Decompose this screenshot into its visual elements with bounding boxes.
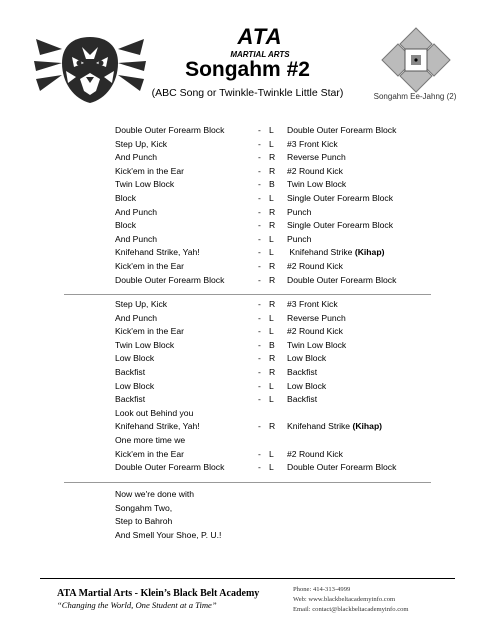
technique-name: #3 Front Kick bbox=[287, 138, 338, 149]
lyric-text: And Punch bbox=[115, 152, 158, 163]
verse-line: Now we're done with bbox=[115, 489, 195, 499]
technique-name: #2 Round Kick bbox=[287, 326, 343, 337]
row-dash: - bbox=[258, 274, 261, 285]
lyric-text: Double Outer Forearm Block bbox=[115, 462, 225, 473]
direction-letter: R bbox=[269, 353, 276, 364]
section-divider bbox=[64, 482, 431, 483]
direction-letter: R bbox=[269, 152, 276, 163]
songahm-symbol-icon bbox=[376, 26, 456, 94]
lyric-text: Kick'em in the Ear bbox=[115, 448, 184, 459]
technique-text bbox=[287, 151, 346, 164]
row-dash: - bbox=[258, 233, 261, 244]
direction-letter: L bbox=[269, 394, 274, 405]
technique-text bbox=[287, 339, 346, 352]
technique-name: Punch bbox=[287, 233, 312, 244]
lyric-text: Low Block bbox=[115, 353, 155, 364]
footer-academy-name: ATA Martial Arts - Klein’s Black Belt Academy bbox=[57, 588, 260, 599]
technique-text bbox=[287, 124, 396, 137]
technique-text bbox=[287, 352, 326, 365]
direction-letter: R bbox=[269, 165, 276, 176]
lyric-text: Backfist bbox=[115, 394, 146, 405]
lyric-text: Twin Low Block bbox=[115, 339, 175, 350]
technique-text bbox=[287, 393, 317, 406]
technique-name: #3 Front Kick bbox=[287, 299, 338, 309]
direction-letter: L bbox=[269, 326, 274, 337]
verse-line: And Smell Your Shoe, P. U.! bbox=[115, 530, 222, 541]
technique-name: Single Outer Forearm Block bbox=[287, 220, 394, 231]
technique-text bbox=[287, 298, 338, 311]
technique-name: Twin Low Block bbox=[287, 179, 347, 190]
technique-name: Knifehand Strike bbox=[287, 421, 353, 432]
technique-text bbox=[287, 138, 338, 151]
row-dash: - bbox=[258, 261, 261, 271]
technique-name: Double Outer Forearm Block bbox=[287, 274, 397, 285]
row-dash: - bbox=[258, 448, 261, 459]
technique-text bbox=[287, 219, 393, 232]
lyric-text: Kick'em in the Ear bbox=[115, 165, 184, 176]
footer-divider bbox=[40, 578, 455, 579]
row-dash: - bbox=[258, 353, 261, 364]
technique-name: Reverse Punch bbox=[287, 152, 346, 163]
lyric-text: Twin Low Block bbox=[115, 179, 175, 190]
technique-text bbox=[287, 260, 343, 273]
technique-name: Twin Low Block bbox=[287, 339, 347, 350]
footer-email: Email: contact@blackbeltacademyinfo.com bbox=[293, 606, 409, 613]
technique-text bbox=[287, 312, 346, 325]
lyric-text: One more time we bbox=[115, 435, 186, 445]
page-subtitle: (ABC Song or Twinkle-Twinkle Little Star) bbox=[151, 87, 344, 99]
technique-text bbox=[287, 206, 311, 219]
direction-letter: R bbox=[269, 299, 276, 309]
technique-name: #2 Round Kick bbox=[287, 448, 343, 459]
lyric-text: And Punch bbox=[115, 206, 158, 217]
technique-name: Reverse Punch bbox=[287, 312, 346, 323]
row-dash: - bbox=[258, 138, 261, 149]
lyric-text: Knifehand Strike, Yah! bbox=[115, 247, 200, 258]
direction-letter: L bbox=[269, 247, 274, 258]
technique-text bbox=[287, 178, 346, 191]
ata-logo-text: ATA bbox=[237, 24, 283, 49]
direction-letter: L bbox=[269, 380, 274, 391]
kihap-label: (Kihap) bbox=[352, 421, 383, 432]
direction-letter: R bbox=[269, 220, 276, 231]
verse-line: Step to Bahroh bbox=[115, 516, 173, 527]
lyric-text: Low Block bbox=[115, 380, 155, 391]
direction-letter: L bbox=[269, 193, 274, 203]
technique-text bbox=[287, 233, 311, 246]
row-dash: - bbox=[258, 220, 261, 231]
row-dash: - bbox=[258, 394, 261, 405]
row-dash: - bbox=[258, 299, 261, 309]
kihap-label: (Kihap) bbox=[354, 247, 385, 258]
lyric-text: Double Outer Forearm Block bbox=[115, 274, 225, 285]
lyric-text: Kick'em in the Ear bbox=[115, 326, 184, 337]
row-dash: - bbox=[258, 421, 261, 432]
technique-text bbox=[287, 325, 343, 338]
technique-name: #2 Round Kick bbox=[287, 261, 343, 271]
direction-letter: L bbox=[269, 233, 274, 244]
direction-letter: R bbox=[269, 261, 276, 271]
lyric-text: Step Up, Kick bbox=[115, 138, 168, 149]
technique-name: Punch bbox=[287, 206, 312, 217]
row-dash: - bbox=[258, 367, 261, 377]
row-dash: - bbox=[258, 312, 261, 323]
verse-line: Songahm Two, bbox=[115, 502, 173, 513]
technique-text bbox=[287, 165, 343, 178]
lyric-text: And Punch bbox=[115, 233, 158, 244]
lyric-text: Kick'em in the Ear bbox=[115, 261, 184, 271]
row-dash: - bbox=[258, 326, 261, 337]
footer-contact bbox=[293, 585, 409, 615]
row-dash: - bbox=[258, 179, 261, 190]
symbol-caption: Songahm Ee-Jahng (2) bbox=[373, 92, 457, 101]
closing-verse bbox=[115, 488, 221, 543]
technique-name: Backfist bbox=[287, 394, 318, 405]
row-dash: - bbox=[258, 462, 261, 473]
row-dash: - bbox=[258, 247, 261, 258]
page-title: Songahm #2 bbox=[185, 58, 310, 81]
technique-name: #2 Round Kick bbox=[287, 165, 343, 176]
technique-name: Knifehand Strike bbox=[287, 247, 355, 258]
technique-name: Low Block bbox=[287, 380, 327, 391]
direction-letter: R bbox=[269, 206, 276, 217]
row-dash: - bbox=[258, 380, 261, 391]
footer-web: Web: www.blackbeltacademyinfo.com bbox=[293, 596, 396, 603]
lyric-text: Look out Behind you bbox=[115, 407, 194, 418]
direction-letter: L bbox=[269, 312, 274, 323]
technique-text bbox=[287, 461, 396, 474]
footer-slogan: “Changing the World, One Student at a Time” bbox=[57, 600, 217, 610]
technique-text bbox=[287, 448, 343, 461]
lyric-text: And Punch bbox=[115, 312, 158, 323]
footer-phone: Phone: 414-313-4999 bbox=[293, 586, 351, 593]
technique-name: Double Outer Forearm Block bbox=[287, 462, 397, 473]
direction-letter: R bbox=[269, 421, 276, 432]
technique-text bbox=[287, 192, 393, 205]
row-dash: - bbox=[258, 152, 261, 163]
row-dash: - bbox=[258, 165, 261, 176]
lyric-text: Block bbox=[115, 220, 137, 231]
direction-letter: L bbox=[269, 462, 274, 473]
lyric-text: Knifehand Strike, Yah! bbox=[115, 421, 200, 432]
direction-letter: R bbox=[269, 367, 276, 377]
row-dash: - bbox=[258, 125, 261, 135]
technique-name: Single Outer Forearm Block bbox=[287, 193, 394, 203]
direction-letter: B bbox=[269, 339, 275, 350]
lyric-text: Step Up, Kick bbox=[115, 299, 168, 309]
technique-text bbox=[287, 246, 384, 259]
technique-name: Low Block bbox=[287, 353, 327, 364]
technique-text bbox=[287, 366, 317, 379]
direction-letter: L bbox=[269, 138, 274, 149]
technique-text bbox=[287, 420, 382, 433]
ata-logo-tagline: MARTIAL ARTS bbox=[230, 50, 290, 59]
technique-name: Double Outer Forearm Block bbox=[287, 125, 397, 135]
row-dash: - bbox=[258, 206, 261, 217]
direction-letter: L bbox=[269, 125, 274, 135]
direction-letter: B bbox=[269, 179, 275, 190]
technique-text bbox=[287, 380, 326, 393]
technique-text bbox=[287, 274, 396, 287]
lyric-text: Backfist bbox=[115, 367, 146, 377]
lyric-text: Block bbox=[115, 193, 137, 203]
section-divider bbox=[64, 294, 431, 295]
lyric-text: Double Outer Forearm Block bbox=[115, 125, 225, 135]
technique-name: Backfist bbox=[287, 367, 318, 377]
direction-letter: R bbox=[269, 274, 276, 285]
row-dash: - bbox=[258, 193, 261, 203]
direction-letter: L bbox=[269, 448, 274, 459]
row-dash: - bbox=[258, 339, 261, 350]
